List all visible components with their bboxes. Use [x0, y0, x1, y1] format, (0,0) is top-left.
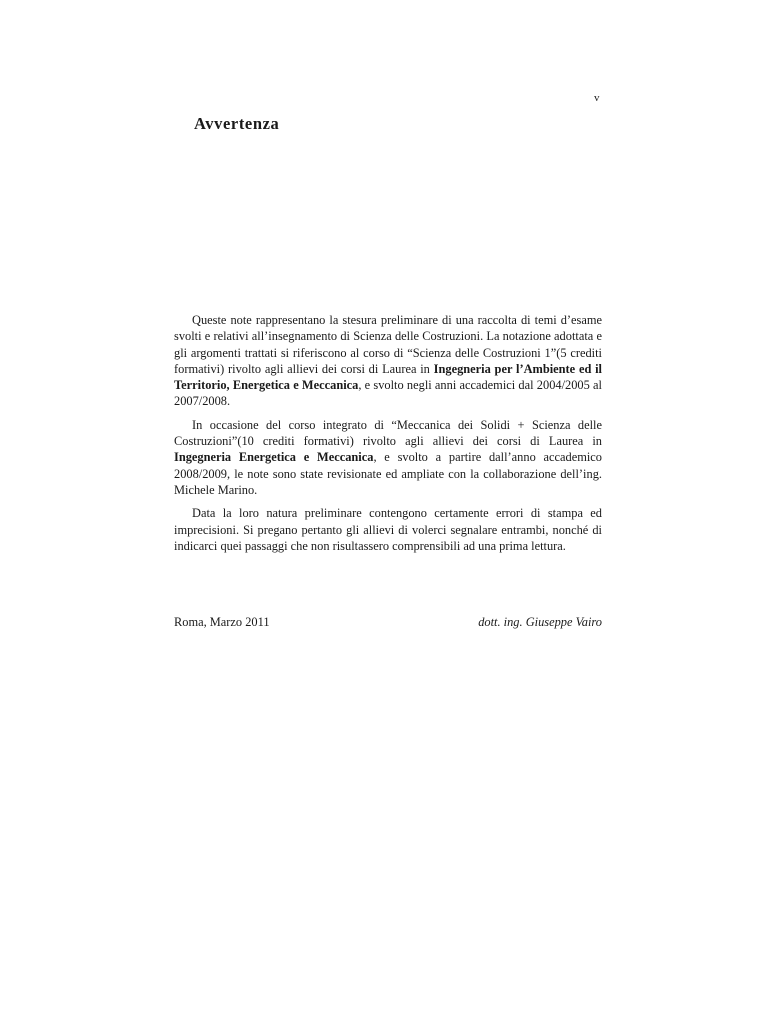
- paragraph-3: [174, 505, 602, 554]
- paragraph-1: [174, 312, 602, 410]
- paragraph-2: [174, 417, 602, 498]
- paragraph-1-text-b: , e svolto negli anni accademici dal 2004/2005 al 2007/2008.: [174, 378, 602, 409]
- paragraph-3-text: Data la loro natura preliminare contengono certamente errori di stampa ed imprecisioni. Si pregano pertanto gli allievi di volerci segnalare entrambi, nonché di indicarci quei passaggi che non risultassero comprensibili ad una prima lettura.: [174, 506, 602, 553]
- paragraph-1-bold: Ingegneria per l’Ambiente ed il Territorio, Energetica e Meccanica: [174, 361, 603, 393]
- paragraph-1-text-a: Queste note rappresentano la stesura preliminare di una raccolta di temi d’esame svolti e relativi all’insegnamento di Scienza delle Costruzioni. La notazione adottata e gli argomenti trattati si riferiscono al corso di “Scienza delle Costruzioni 1”(5 crediti formativi) rivolto agli allievi dei corsi di Laurea in: [174, 313, 602, 376]
- paragraph-2-text-b: , e svolto a partire dall’anno accademico 2008/2009, le note sono state revisionate ed ampliate con la collaborazione dell’ing. Michele Marino.: [174, 450, 602, 497]
- place-date: Roma, Marzo 2011: [174, 615, 270, 629]
- foreword-body: [174, 312, 602, 561]
- paragraph-2-bold: Ingegneria Energetica e Meccanica: [174, 450, 374, 465]
- signature-line: [174, 615, 602, 630]
- page-number: v: [594, 92, 600, 104]
- chapter-title: Avvertenza: [194, 114, 280, 133]
- author-name: dott. ing. Giuseppe Vairo: [478, 615, 602, 629]
- paragraph-2-text-a: In occasione del corso integrato di “Meccanica dei Solidi + Scienza delle Costruzioni”(10 crediti formativi) rivolto agli allievi dei corsi di Laurea in: [174, 417, 602, 449]
